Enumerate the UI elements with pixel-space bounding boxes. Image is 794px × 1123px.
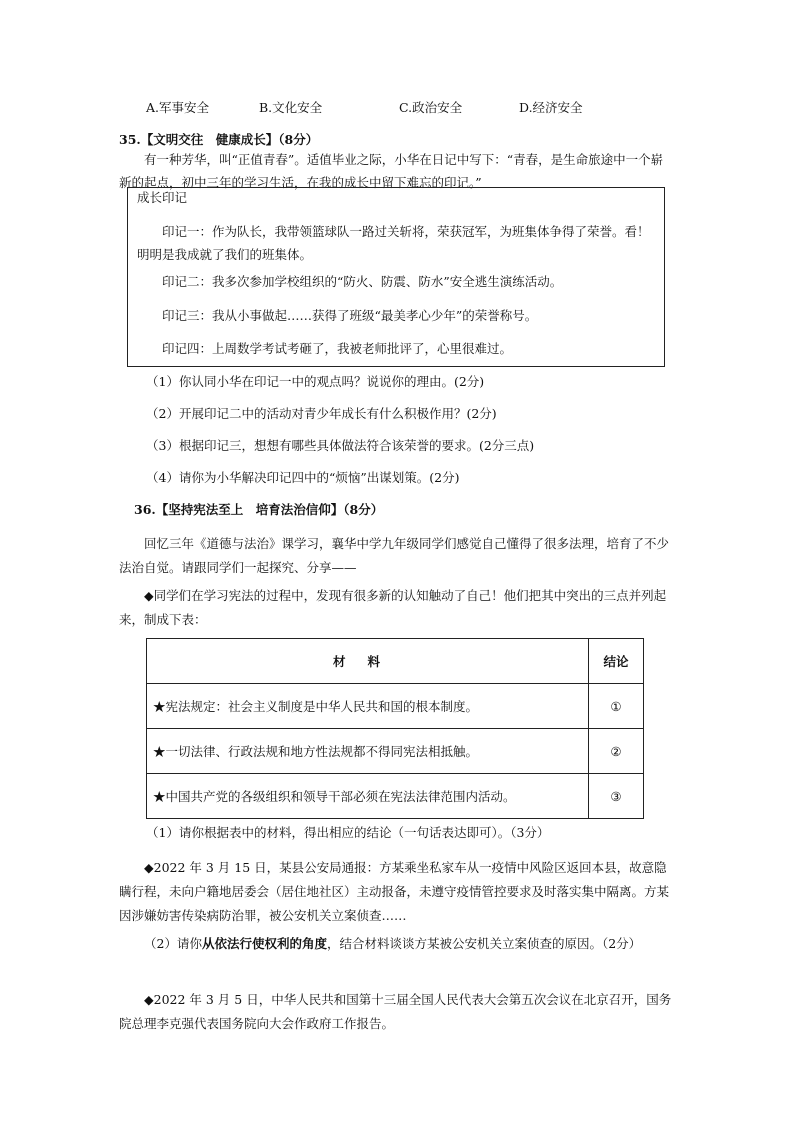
header-conclusion: 结论 [589, 639, 644, 684]
q35-sub4: （4）请你为小华解决印记四中的“烦恼”出谋划策。(2分) [146, 470, 460, 485]
table-cell-conclusion: ① [589, 684, 644, 729]
table-cell-conclusion: ③ [589, 774, 644, 819]
table-cell-material: ★中国共产党的各级组织和领导干部必须在宪法法律范围内活动。 [147, 774, 589, 819]
option-c: C.政治安全 [399, 100, 463, 115]
mark-three: 印记三：我从小事做起……获得了班级“最美孝心少年”的荣誉称号。 [162, 308, 538, 323]
q36-para1: ◆同学们在学习宪法的过程中，发现有很多新的认知触动了自己！他们把其中突出的三点并列起来，制成下表： [119, 588, 667, 627]
mark-one: 印记一：作为队长，我带领篮球队一路过关斩将，荣获冠军，为班集体争得了荣誉。看！明明是我成就了我们的班集体。 [137, 224, 650, 262]
q35-sub1: （1）你认同小华在印记一中的观点吗？说说你的理由。(2分) [146, 374, 485, 389]
q35-intro: 有一种芳华，叫“正值青春”。适值毕业之际，小华在日记中写下：“青春，是生命旅途中一个崭新的起点，初中三年的学习生活，在我的成长中留下难忘的印记。” [119, 152, 664, 190]
table-cell-material: ★宪法规定：社会主义制度是中华人民共和国的根本制度。 [147, 684, 589, 729]
option-b: B.文化安全 [259, 100, 323, 115]
q36-sub2-pre: （2）请你 [144, 936, 202, 951]
mark-four: 印记四：上周数学考试考砸了，我被老师批评了，心里很难过。 [162, 341, 513, 356]
table-cell-material: ★一切法律、行政法规和地方性法规都不得同宪法相抵触。 [147, 729, 589, 774]
q35-title: 【文明交往 健康成长】 [140, 132, 279, 147]
header-material: 材料 [147, 639, 589, 684]
q35-heading [119, 130, 318, 148]
q36-title: 【坚持宪法至上 培育法治信仰】 [155, 502, 344, 517]
table-row [147, 729, 644, 774]
q35-number: 35. [119, 132, 141, 147]
table-row [147, 774, 644, 819]
option-a: A.军事安全 [146, 100, 210, 115]
box-title: 成长印记 [137, 190, 188, 205]
q36-sub2 [119, 932, 675, 956]
q35-sub3: （3）根据印记三，想想有哪些具体做法符合该荣誉的要求。(2分三点) [146, 438, 535, 453]
q36-intro: 回忆三年《道德与法治》课学习，襄华中学九年级同学们感觉自己懂得了很多法理，培育了不少法治自觉。请跟同学们一起探究、分享—— [119, 536, 670, 575]
q36-heading [134, 500, 383, 518]
q36-sub2-emphasis: 从依法行使权利的角度 [201, 936, 327, 951]
q36-number: 36. [134, 502, 156, 517]
table-row [147, 684, 644, 729]
table-cell-conclusion: ② [589, 729, 644, 774]
table-header-row [147, 639, 644, 684]
q35-sub2: （2）开展印记二中的活动对青少年成长有什么积极作用？(2分) [146, 406, 497, 421]
q36-sub2-post: ，结合材料谈谈方某被公安机关立案侦查的原因。（2分） [326, 936, 642, 951]
q36-para3: ◆2022 年 3 月 5 日，中华人民共和国第十三届全国人民代表大会第五次会议在北京召开，国务院总理李克强代表国务院向大会作政府工作报告。 [119, 992, 672, 1031]
q36-para2: ◆2022 年 3 月 15 日，某县公安局通报：方某乘坐私家车从一疫情中风险区返回本县，故意隐瞒行程，未向户籍地居委会（居住地社区）主动报备，未遵守疫情管控要求及时落实集中隔离。方某因涉嫌妨害传染病防治罪，被公安机关立案侦查…… [119, 860, 670, 923]
mark-two: 印记二：我多次参加学校组织的“防火、防震、防水”安全逃生演练活动。 [162, 274, 563, 289]
q36-score: （8分） [343, 502, 384, 517]
material-table [146, 638, 644, 819]
option-d: D.经济安全 [519, 100, 583, 115]
q36-sub1: （1）请你根据表中的材料，得出相应的结论（一句话表达即可）。（3分） [146, 825, 550, 840]
q35-score: （8分） [278, 132, 319, 147]
